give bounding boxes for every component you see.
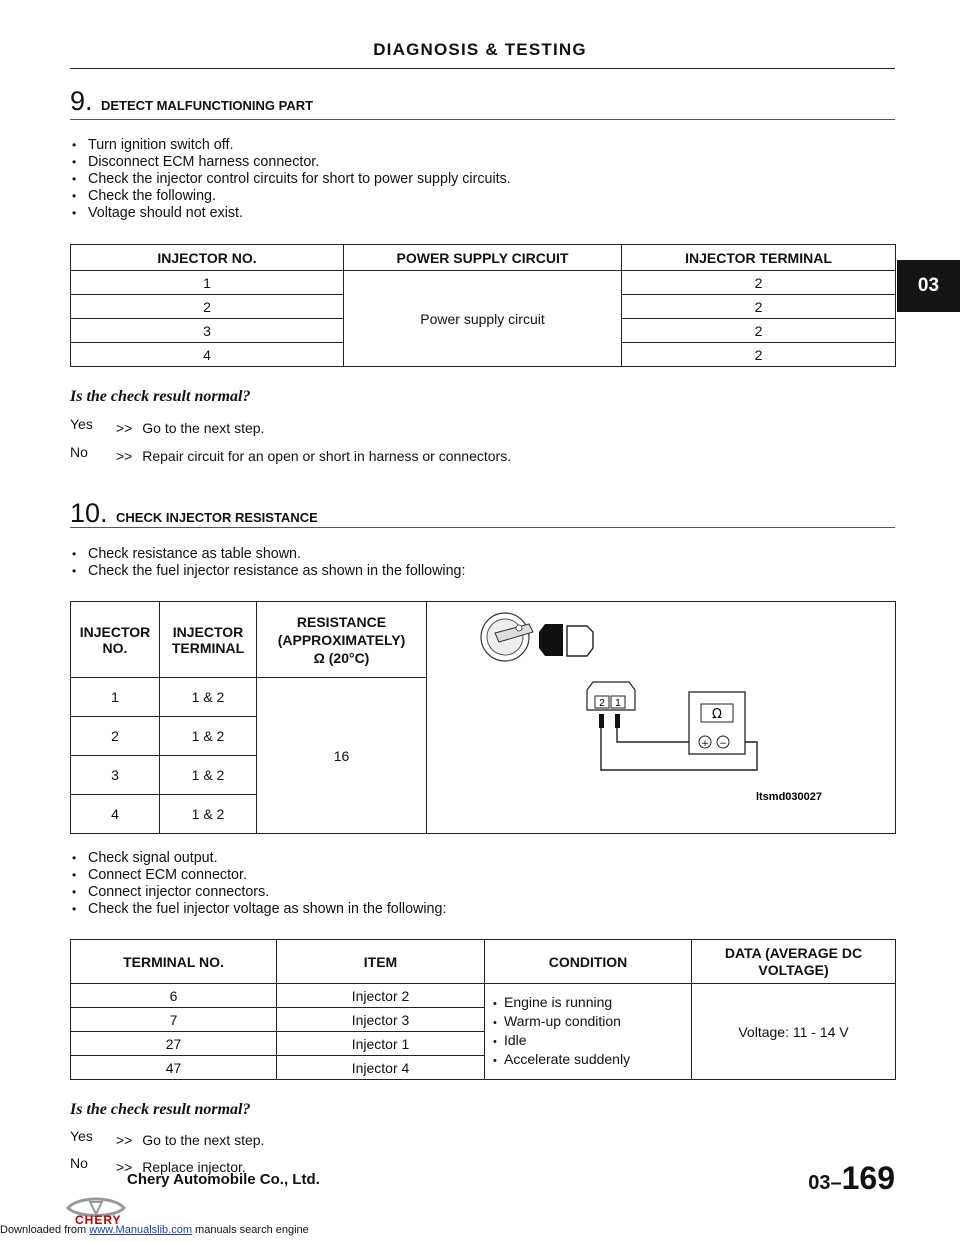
list-item: • Warm-up condition (493, 1012, 621, 1029)
voltage-table (70, 939, 896, 1080)
table-cell: 3 (71, 319, 344, 343)
condition-list (485, 994, 691, 1070)
step9-question: Is the check result normal? (70, 388, 251, 405)
step9-no (70, 444, 512, 464)
table-cell-resistance: 16 (257, 678, 427, 834)
table-cell-circuit: Power supply circuit (344, 271, 622, 367)
table-cell: 27 (71, 1032, 277, 1056)
list-item: • Check signal output. (72, 850, 446, 867)
column-header: INJECTOR TERMINAL (160, 602, 257, 678)
step9-heading (70, 86, 313, 117)
table-cell: 1 & 2 (160, 678, 257, 717)
condition-text: Warm-up condition (504, 1012, 621, 1029)
table-cell: Injector 4 (277, 1056, 485, 1080)
no-text: Replace injector. (142, 1159, 246, 1175)
step9-yes (70, 416, 265, 436)
footer-company: Chery Automobile Co., Ltd. (127, 1171, 320, 1188)
condition-text: Engine is running (504, 993, 613, 1010)
condition-text: Idle (504, 1031, 527, 1048)
section-tab: 03 (897, 260, 960, 312)
table-cell: 4 (71, 343, 344, 367)
manualslib-link[interactable]: www.Manualslib.com (89, 1224, 192, 1236)
no-label: No (70, 444, 88, 460)
table-cell: Injector 2 (277, 984, 485, 1008)
download-watermark (0, 1224, 309, 1236)
column-header: TERMINAL NO. (71, 940, 277, 984)
table-cell: 1 (71, 678, 160, 717)
column-header: INJECTOR TERMINAL (622, 245, 896, 271)
list-item: • Connect injector connectors. (72, 884, 446, 901)
header-line: Ω (20°C) (313, 649, 370, 666)
no-label: No (70, 1155, 88, 1171)
no-text: Repair circuit for an open or short in harness or connectors. (142, 448, 512, 464)
condition-text: Accelerate suddenly (504, 1050, 631, 1067)
table-cell: Injector 1 (277, 1032, 485, 1056)
step10-rule (70, 527, 895, 528)
column-header: POWER SUPPLY CIRCUIT (344, 245, 622, 271)
yes-text: Go to the next step. (142, 420, 265, 436)
figure-id: ltsmd030027 (755, 791, 822, 803)
column-header: CONDITION (485, 940, 692, 984)
list-item: • Check resistance as table shown. (72, 546, 465, 563)
table-cell: 2 (622, 319, 896, 343)
pin-label: 1 (615, 698, 621, 709)
pin-label: 2 (599, 698, 605, 709)
table-cell: 4 (71, 795, 160, 834)
list-item: • Engine is running (493, 993, 613, 1010)
step10-yes (70, 1128, 265, 1148)
watermark-prefix: Downloaded from (0, 1224, 90, 1236)
table-cell: 1 & 2 (160, 717, 257, 756)
figure-cell (427, 602, 896, 834)
list-item: • Disconnect ECM harness connector. (72, 154, 511, 171)
table-cell: 7 (71, 1008, 277, 1032)
list-item: • Connect ECM connector. (72, 867, 446, 884)
table-cell: Injector 3 (277, 1008, 485, 1032)
arrow: >> (116, 1159, 133, 1175)
arrow: >> (116, 1132, 133, 1148)
step9-title: DETECT MALFUNCTIONING PART (100, 98, 314, 113)
arrow: >> (116, 448, 133, 464)
column-header: INJECTOR NO. (71, 245, 344, 271)
list-item: • Check the fuel injector resistance as shown in the following: (72, 563, 465, 580)
step10-number: 10. (70, 498, 108, 528)
table-cell-conditions (485, 984, 692, 1080)
step10-bullets-2 (72, 850, 446, 918)
list-item: • Voltage should not exist. (72, 205, 511, 222)
list-item: • Check the fuel injector voltage as shown in the following: (72, 901, 446, 918)
step9-bullets (72, 137, 511, 222)
table-cell: 2 (71, 295, 344, 319)
header-rule (70, 68, 895, 69)
list-item: • Accelerate suddenly (493, 1050, 631, 1067)
yes-text: Go to the next step. (142, 1132, 265, 1148)
injector-measurement-diagram (427, 602, 897, 832)
plus-label: + (701, 739, 709, 749)
table-cell: 1 & 2 (160, 756, 257, 795)
list-item: • Check the following. (72, 188, 511, 205)
step10-question: Is the check result normal? (70, 1101, 251, 1118)
column-header: DATA (AVERAGE DC VOLTAGE) (692, 940, 896, 984)
injector-connector-icon (587, 682, 635, 728)
chery-logo-text: CHERY (75, 1213, 122, 1227)
table-cell: 1 (71, 271, 344, 295)
watermark-suffix: manuals search engine (191, 1224, 309, 1236)
key-icon (481, 613, 533, 661)
yes-label: Yes (70, 1128, 93, 1144)
table-cell: 2 (71, 717, 160, 756)
power-supply-table (70, 244, 896, 367)
minus-label: − (719, 739, 727, 749)
header-line: (APPROXIMATELY) (277, 631, 406, 648)
meter-symbol: Ω (712, 707, 722, 722)
list-item: • Idle (493, 1031, 527, 1048)
table-cell: 2 (622, 343, 896, 367)
table-row (71, 271, 896, 295)
page-prefix: 03– (808, 1172, 842, 1194)
table-cell: 6 (71, 984, 277, 1008)
table-row (71, 984, 896, 1008)
connector-icon (539, 624, 593, 656)
page-header-title: DIAGNOSIS & TESTING (373, 40, 587, 59)
step10-heading (70, 498, 318, 529)
resistance-table (70, 601, 896, 834)
table-cell: 2 (622, 271, 896, 295)
table-cell-data: Voltage: 11 - 14 V (692, 984, 896, 1080)
step10-bullets (72, 546, 465, 580)
yes-label: Yes (70, 416, 93, 432)
table-cell: 3 (71, 756, 160, 795)
page-number (808, 1160, 895, 1197)
step9-number: 9. (70, 86, 93, 116)
table-cell: 47 (71, 1056, 277, 1080)
header-line: RESISTANCE (296, 613, 387, 630)
table-cell: 2 (622, 295, 896, 319)
page-number-value: 169 (841, 1160, 895, 1196)
column-header: INJECTOR NO. (71, 602, 160, 678)
arrow: >> (116, 420, 133, 436)
step9-rule (70, 119, 895, 120)
table-cell: 1 & 2 (160, 795, 257, 834)
column-header: ITEM (277, 940, 485, 984)
ohmmeter-icon (689, 692, 745, 754)
list-item: • Check the injector control circuits for short to power supply circuits. (72, 171, 511, 188)
step10-title: CHECK INJECTOR RESISTANCE (116, 510, 318, 525)
list-item: • Turn ignition switch off. (72, 137, 511, 154)
column-header-resistance (257, 602, 427, 678)
